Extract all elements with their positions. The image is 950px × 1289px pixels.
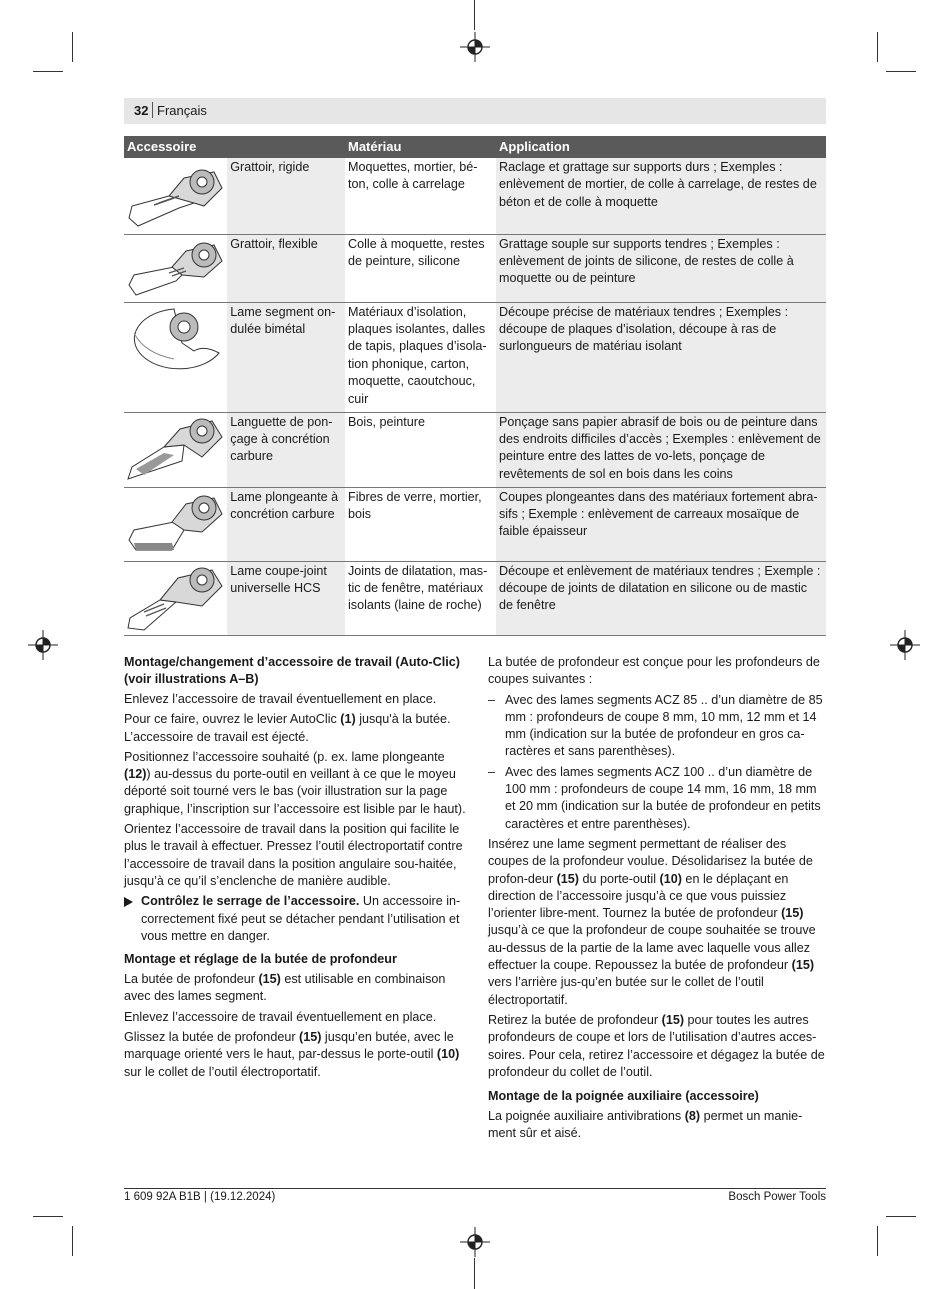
carbide-sanding-finger-icon: [124, 413, 224, 485]
application-cell: Grattage souple sur supports tendres ; Exemples : enlèvement de joints de silicone, de restes de colle à moquette ou de peinture: [496, 234, 826, 302]
crop-mark: [33, 1216, 63, 1217]
reference-number: (12): [124, 767, 147, 782]
material-cell: Bois, peinture: [345, 412, 496, 487]
text-span: Retirez la butée de profondeur: [488, 1012, 662, 1027]
text-span: Un accessoire in-correctement fixé peut se détacher pendant l’utilisation et vous mettre en danger.: [141, 894, 461, 943]
crop-mark: [72, 1226, 73, 1256]
text-span: La butée de profondeur: [124, 972, 259, 987]
reference-number: (15): [791, 958, 815, 973]
text-span: est utilisable en combinaison avec des lames segment.: [124, 972, 446, 1004]
accessory-name: Grattoir, rigide: [227, 158, 345, 234]
material-cell: Colle à moquette, restes de peinture, silicone: [345, 234, 496, 302]
text-span: jusqu’en butée, avec le marquage orienté vers le haut, par-dessus le porte-outil: [124, 1030, 454, 1062]
table-row: [124, 234, 826, 302]
language-label: Français: [157, 103, 207, 118]
paragraph: [124, 1029, 466, 1081]
section-heading: Montage/changement d’accessoire de travail (Auto-Clic) (voir illustrations A–B): [124, 655, 460, 686]
list-item: [488, 764, 828, 833]
bullet-bold-text: Contrôlez le serrage de l’accessoire.: [141, 894, 360, 909]
text-span: en le déplaçant en direction de l’accessoire jusqu’à ce que vous puissiez l’orienter libre-ment. Tournez la butée de profondeur: [488, 871, 789, 921]
crop-mark: [877, 32, 878, 62]
crop-mark: [886, 71, 916, 72]
crop-mark: [474, 1258, 475, 1289]
accessory-name: Lame segment on-dulée bimétal: [227, 302, 345, 412]
warning-bullet: [124, 893, 466, 945]
text-span: Glissez la butée de profondeur: [124, 1030, 300, 1045]
footer-brand: Bosch Power Tools: [728, 1191, 826, 1203]
text-span: sur le collet de l’outil électroportatif.: [124, 1064, 321, 1079]
dash-marker: –: [488, 764, 496, 779]
paragraph: [488, 1012, 828, 1081]
material-cell: Matériaux d’isolation, plaques isolantes, dalles de tapis, plaques d’isola-tion phonique, carton, moquette, caoutchouc, cuir: [345, 302, 496, 412]
accessory-name: Lame coupe-joint universelle HCS: [227, 561, 345, 635]
application-cell: Ponçage sans papier abrasif de bois ou de peinture dans des endroits difficiles d’accès ; Exemples : enlèvement de peinture entre des lattes de vo-lets, ponçage de revêtements de sol en bois dans les coins: [496, 412, 826, 487]
material-cell: Joints de dilatation, mas-tic de fenêtre, matériaux isolants (laine de roche): [345, 561, 496, 635]
page-number: 32: [134, 103, 149, 118]
text-span: jusqu'à la butée. L’accessoire de travail est éjecté.: [124, 712, 451, 744]
column-header: Accessoire: [124, 136, 345, 158]
table-header-row: [124, 136, 826, 158]
registration-target-icon: [890, 630, 920, 660]
footer-document-id: 1 609 92A B1B | (19.12.2024): [124, 1191, 276, 1203]
reference-number: (15): [556, 871, 580, 886]
reference-number: (15): [781, 906, 804, 921]
table-row: [124, 412, 826, 487]
application-cell: Coupes plongeantes dans des matériaux fortement abra-sifs ; Exemple : enlèvement de carreaux mosaïque de faible épaisseur: [496, 487, 826, 561]
column-header: Matériau: [345, 136, 496, 158]
list-item: [488, 692, 828, 761]
text-span: Avec des lames segments ACZ 100 .. d’un diamètre de 100 mm : profondeurs de coupe 14 mm, 16 mm, 18 mm et 20 mm (indication sur la butée de profondeur en petits caractères et entre parenthèses).: [505, 764, 821, 831]
table-row: [124, 487, 826, 561]
wavy-segment-blade-icon: [124, 303, 224, 373]
application-cell: Raclage et grattage sur supports durs ; Exemples : enlèvement de mortier, de colle à carrelage, de restes de béton et de colle à moquette: [496, 158, 826, 234]
application-cell: Découpe précise de matériaux tendres ; Exemples : découpe de plaques d’isolation, découpe à ras de surlongueurs de matériau isolant: [496, 302, 826, 412]
registration-target-icon: [460, 32, 490, 62]
bullet-triangle-icon: [124, 897, 133, 907]
accessory-name: Lame plongeante à concrétion carbure: [227, 487, 345, 561]
paragraph: Orientez l’accessoire de travail dans la position qui facilite le plus le travail à effectuer. Pressez l’outil électroportatif contre l’accessoire de travail dans la position angulaire sou-haitée, jusqu’à ce qu’il s’enclenche de manière audible.: [124, 822, 463, 888]
accessory-table: [124, 136, 826, 636]
text-span: Avec des lames segments ACZ 85 .. d’un diamètre de 85 mm : profondeurs de coupe 8 mm, 10 mm, 12 mm et 14 mm (indication sur la butée de profondeur en gros ca-ractères et sans parenthèses).: [505, 692, 823, 759]
text-span: jusqu’à ce que la profondeur de coupe souhaitée se trouve au-dessus de la partie de la lame avec laquelle vous allez effectuer la coupe. Repoussez la butée de profondeur: [488, 923, 816, 973]
section-heading: Montage de la poignée auxiliaire (accessoire): [488, 1089, 759, 1104]
paragraph: Enlevez l’accessoire de travail éventuellement en place.: [124, 692, 437, 706]
accessory-image-cell: [124, 487, 227, 561]
table-row: [124, 302, 826, 412]
reference-number: (10): [436, 1047, 460, 1062]
crop-mark: [72, 32, 73, 62]
footer-rule: [124, 1188, 826, 1189]
reference-number: (15): [258, 972, 281, 987]
text-span: Positionnez l’accessoire souhaité (p. ex. lame plongeante: [124, 749, 445, 764]
dash-marker: –: [488, 692, 496, 707]
paragraph: [124, 749, 466, 818]
material-cell: Fibres de verre, mortier, bois: [345, 487, 496, 561]
paragraph: [488, 1108, 828, 1143]
flexible-scraper-icon: [124, 235, 224, 301]
page-header: [124, 98, 826, 124]
paragraph: [124, 971, 466, 1006]
right-text-column: [488, 654, 828, 1146]
material-cell: Moquettes, mortier, bé-ton, colle à carrelage: [345, 158, 496, 234]
universal-joint-cutter-icon: [124, 562, 224, 634]
text-span: La poignée auxiliaire antivibrations: [488, 1109, 685, 1124]
reference-number: (10): [659, 871, 682, 886]
accessory-name: Grattoir, flexible: [227, 234, 345, 302]
crop-mark: [474, 0, 475, 30]
paragraph: La butée de profondeur est conçue pour les profondeurs de coupes suivantes :: [488, 655, 820, 687]
table-row: [124, 158, 826, 234]
accessory-image-cell: [124, 302, 227, 412]
accessory-name: Languette de pon-çage à concrétion carbure: [227, 412, 345, 487]
text-span: du porte-outil: [579, 871, 660, 886]
crop-mark: [886, 1216, 916, 1217]
accessory-image-cell: [124, 234, 227, 302]
text-span: Insérez une lame segment permettant de réaliser des coupes de la profondeur voulue. Désolidarisez la butée de profon-deur: [488, 836, 813, 886]
rigid-scraper-icon: [124, 158, 224, 230]
paragraph: Enlevez l’accessoire de travail éventuellement en place.: [124, 1009, 437, 1024]
section-heading: Montage et réglage de la butée de profondeur: [124, 952, 397, 967]
paragraph: [488, 836, 828, 1009]
text-span: Pour ce faire, ouvrez le levier AutoClic: [124, 712, 341, 727]
column-header: Application: [496, 136, 826, 158]
header-divider: [152, 102, 153, 118]
accessory-image-cell: [124, 158, 227, 234]
text-span: pour toutes les autres profondeurs de coupe et lors de l’utilisation d’autres acces-soires. Pour cela, retirez l’accessoire et dégagez la butée de profondeur du collet de l’outil.: [488, 1012, 825, 1079]
accessory-image-cell: [124, 561, 227, 635]
text-span: vers l’arrière jus-qu’en butée sur le collet de l’outil électroportatif.: [488, 975, 764, 1007]
reference-number: (15): [661, 1012, 685, 1027]
registration-target-icon: [460, 1227, 490, 1257]
left-text-column: [124, 654, 466, 1084]
table-row: [124, 561, 826, 635]
reference-number: (1): [340, 712, 356, 727]
text-span: ) au-dessus du porte-outil en veillant à ce que le moyeu déporté soit tourné vers le bas (voir illustration sur la page graphique, l’inscription sur l’accessoire est lisible par le haut).: [124, 767, 466, 816]
accessory-image-cell: [124, 412, 227, 487]
reference-number: (15): [299, 1030, 322, 1045]
paragraph: [124, 711, 466, 746]
crop-mark: [33, 71, 63, 72]
text-span: permet un manie-ment sûr et aisé.: [488, 1109, 803, 1141]
application-cell: Découpe et enlèvement de matériaux tendres ; Exemple : découpe de joints de dilatation en silicone ou de mastic de fenêtre: [496, 561, 826, 635]
carbide-plunge-blade-icon: [124, 488, 224, 558]
crop-mark: [877, 1226, 878, 1256]
reference-number: (8): [684, 1109, 701, 1124]
registration-target-icon: [28, 630, 58, 660]
